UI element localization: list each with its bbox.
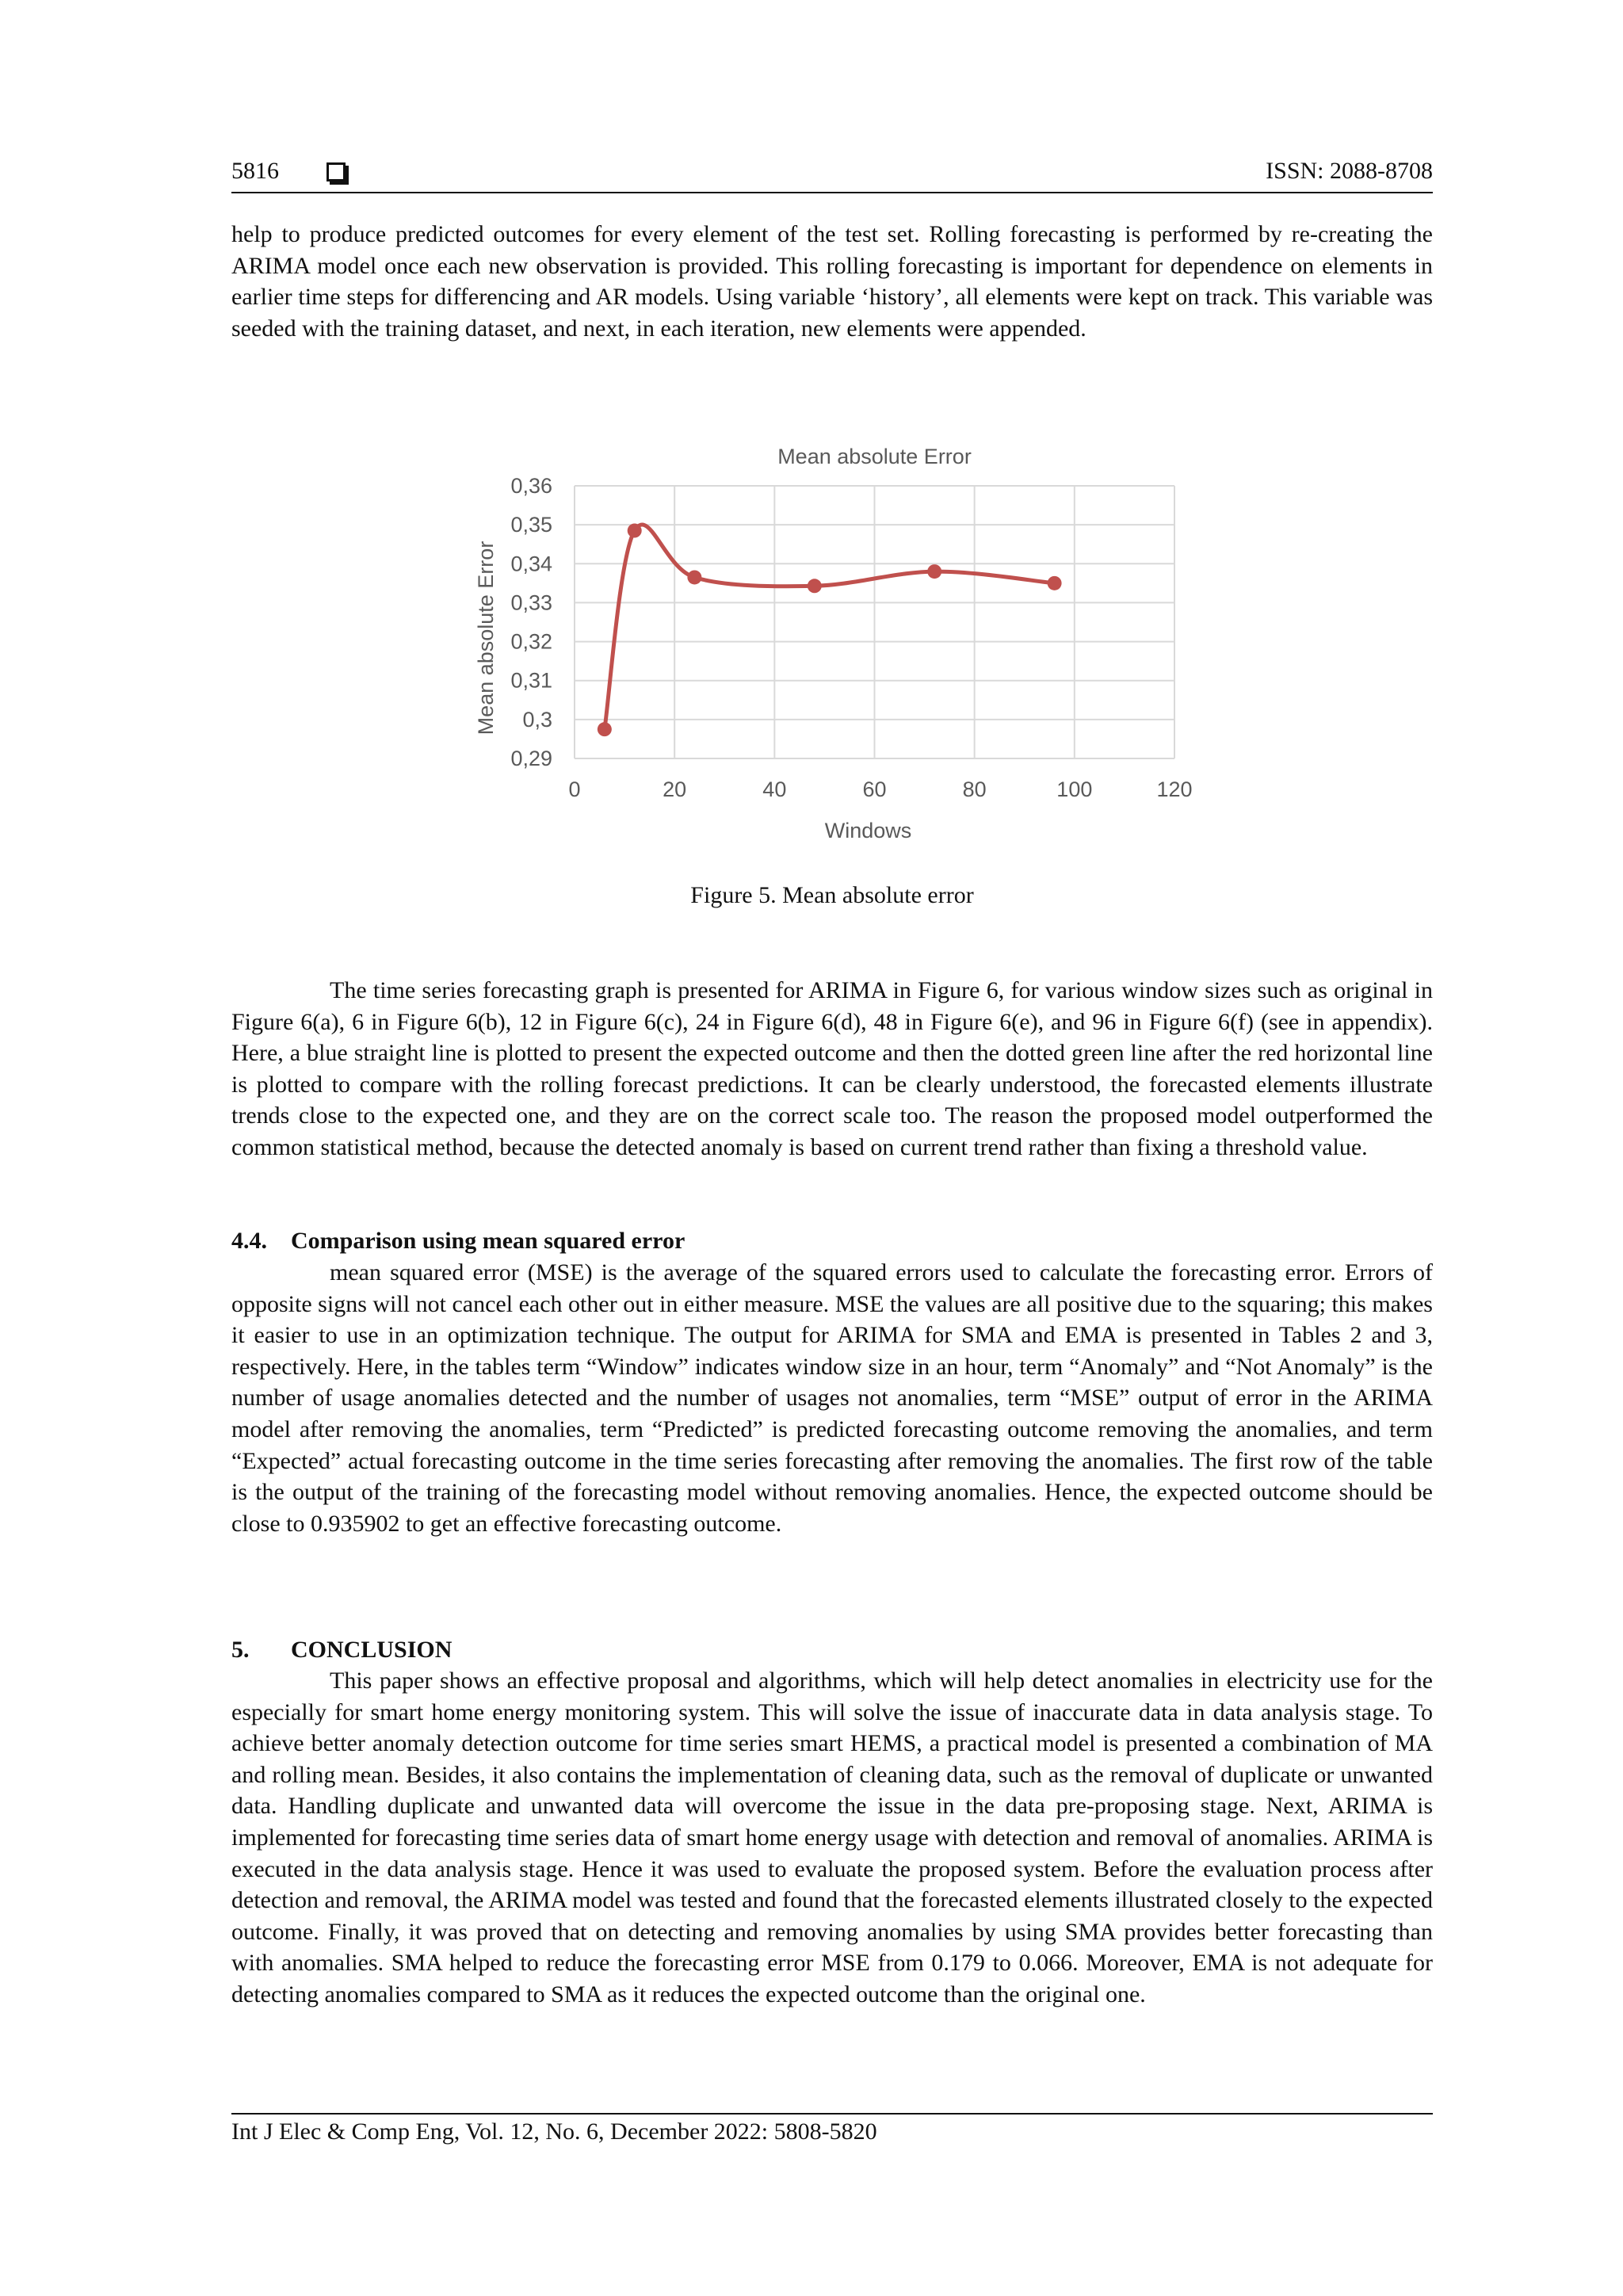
data-point xyxy=(1048,576,1062,590)
section-number: 4.4. xyxy=(231,1228,267,1254)
x-tick-label: 100 xyxy=(1056,777,1093,801)
square-bullet-icon xyxy=(327,162,346,181)
paragraph-rolling-forecast: help to produce predicted outcomes for every element of the test set. Rolling forecasting is performed by re-creating the ARIMA model once each new observation is provided. This rolling forecasting is important for dependence on elements in earlier time steps for differencing and AR models. Using variable ‘history’, all elements were kept on track. This variable was seeded with the training dataset, and next, in each iteration, new elements were appended. xyxy=(231,221,1433,342)
data-point xyxy=(927,564,941,579)
chart-title: Mean absolute Error xyxy=(777,445,972,468)
section-number: 5. xyxy=(231,1637,250,1663)
section-title: CONCLUSION xyxy=(291,1637,453,1663)
section-heading-4-4 xyxy=(231,1225,1433,1257)
page-number: 5816 xyxy=(231,158,279,184)
y-tick-label: 0,35 xyxy=(510,513,552,537)
figure-caption: Figure 5. Mean absolute error xyxy=(690,882,974,908)
paragraph-conclusion: This paper shows an effective proposal and algorithms, which will help detect anomalies in electricity use for the especially for smart home energy monitoring system. This will solve the issue of inaccurate data in data analysis stage. To achieve better anomaly detection outcome for time series smart HEMS, a practical model is presented a combination of MA and rolling mean. Besides, it also contains the implementation of cleaning data, such as the removal of duplicate or unwanted data. Handling duplicate and unwanted data will overcome the issue in the data pre-proposing stage. Next, ARIMA is implemented for forecasting time series data of smart home energy usage with detection and removal of anomalies. ARIMA is executed in the data analysis stage. Hence it was used to evaluate the proposed system. Before the evaluation process after detection and removal, the ARIMA model was tested and found that the forecasted elements illustrated closely to the expected outcome. Finally, it was proved that on detecting and removing anomalies by using SMA provides better forecasting than with anomalies. SMA helped to reduce the forecasting error MSE from 0.179 to 0.066. Moreover, EMA is not adequate for detecting anomalies compared to SMA as it reduces the expected outcome than the original one. xyxy=(231,1668,1433,2008)
x-tick-label: 20 xyxy=(663,777,687,801)
y-tick-label: 0,31 xyxy=(510,668,552,693)
y-tick-label: 0,36 xyxy=(510,474,552,498)
x-axis-label: Windows xyxy=(824,819,912,842)
x-tick-label: 120 xyxy=(1156,777,1193,801)
y-tick-label: 0,33 xyxy=(510,590,552,615)
data-point xyxy=(687,570,701,584)
y-tick-label: 0,34 xyxy=(510,552,552,576)
series-line xyxy=(605,525,1055,729)
y-axis-label: Mean absolute Error xyxy=(474,541,498,735)
running-footer: Int J Elec & Comp Eng, Vol. 12, No. 6, December 2022: 5808-5820 xyxy=(231,2118,877,2145)
section-heading-5 xyxy=(231,1634,1433,1666)
data-point xyxy=(598,722,612,736)
header-rule xyxy=(231,192,1433,193)
y-tick-label: 0,32 xyxy=(510,629,552,654)
x-tick-label: 60 xyxy=(862,777,887,801)
paragraph-mse: mean squared error (MSE) is the average of the squared errors used to calculate the forecasting error. Errors of opposite signs will not cancel each other out in either measure. MSE the values are all positive due to the squaring; this makes it easier to use in an optimization technique. The output for ARIMA for SMA and EMA is presented in Tables 2 and 3, respectively. Here, in the tables term “Window” indicates window size in an hour, term “Anomaly” and “Not Anomaly” is the number of usage anomalies detected and the number of usages not anomalies, term “MSE” output of error in the ARIMA model after removing the anomalies, term “Predicted” is predicted forecasting outcome removing the anomalies, and term “Expected” actual forecasting outcome in the time series forecasting after removing the anomalies. The first row of the table is the output of the training of the forecasting model without removing anomalies. Hence, the expected outcome should be close to 0.935902 to get an effective forecasting outcome. xyxy=(231,1259,1433,1537)
x-tick-label: 40 xyxy=(762,777,787,801)
data-point xyxy=(628,524,642,538)
x-tick-label: 80 xyxy=(962,777,987,801)
x-tick-label: 0 xyxy=(568,777,581,801)
y-tick-label: 0,3 xyxy=(522,707,552,732)
mae-chart xyxy=(452,432,1228,860)
y-tick-label: 0,29 xyxy=(510,747,552,770)
footer-rule xyxy=(231,2113,1433,2115)
issn: ISSN: 2088-8708 xyxy=(1266,158,1433,184)
data-point xyxy=(808,579,822,593)
section-title: Comparison using mean squared error xyxy=(291,1228,685,1254)
paragraph-forecast-graph: The time series forecasting graph is presented for ARIMA in Figure 6, for various window sizes such as original in Figure 6(a), 6 in Figure 6(b), 12 in Figure 6(c), 24 in Figure 6(d), 48 in Figure 6(e), and 96 in Figure 6(f) (see in appendix). Here, a blue straight line is plotted to present the expected outcome and then the dotted green line after the red horizontal line is plotted to compare with the rolling forecast predictions. It can be clearly understood, the forecasted elements illustrate trends close to the expected one, and they are on the correct scale too. The reason the proposed model outperformed the common statistical method, because the detected anomaly is based on current trend rather than fixing a threshold value. xyxy=(231,977,1433,1160)
